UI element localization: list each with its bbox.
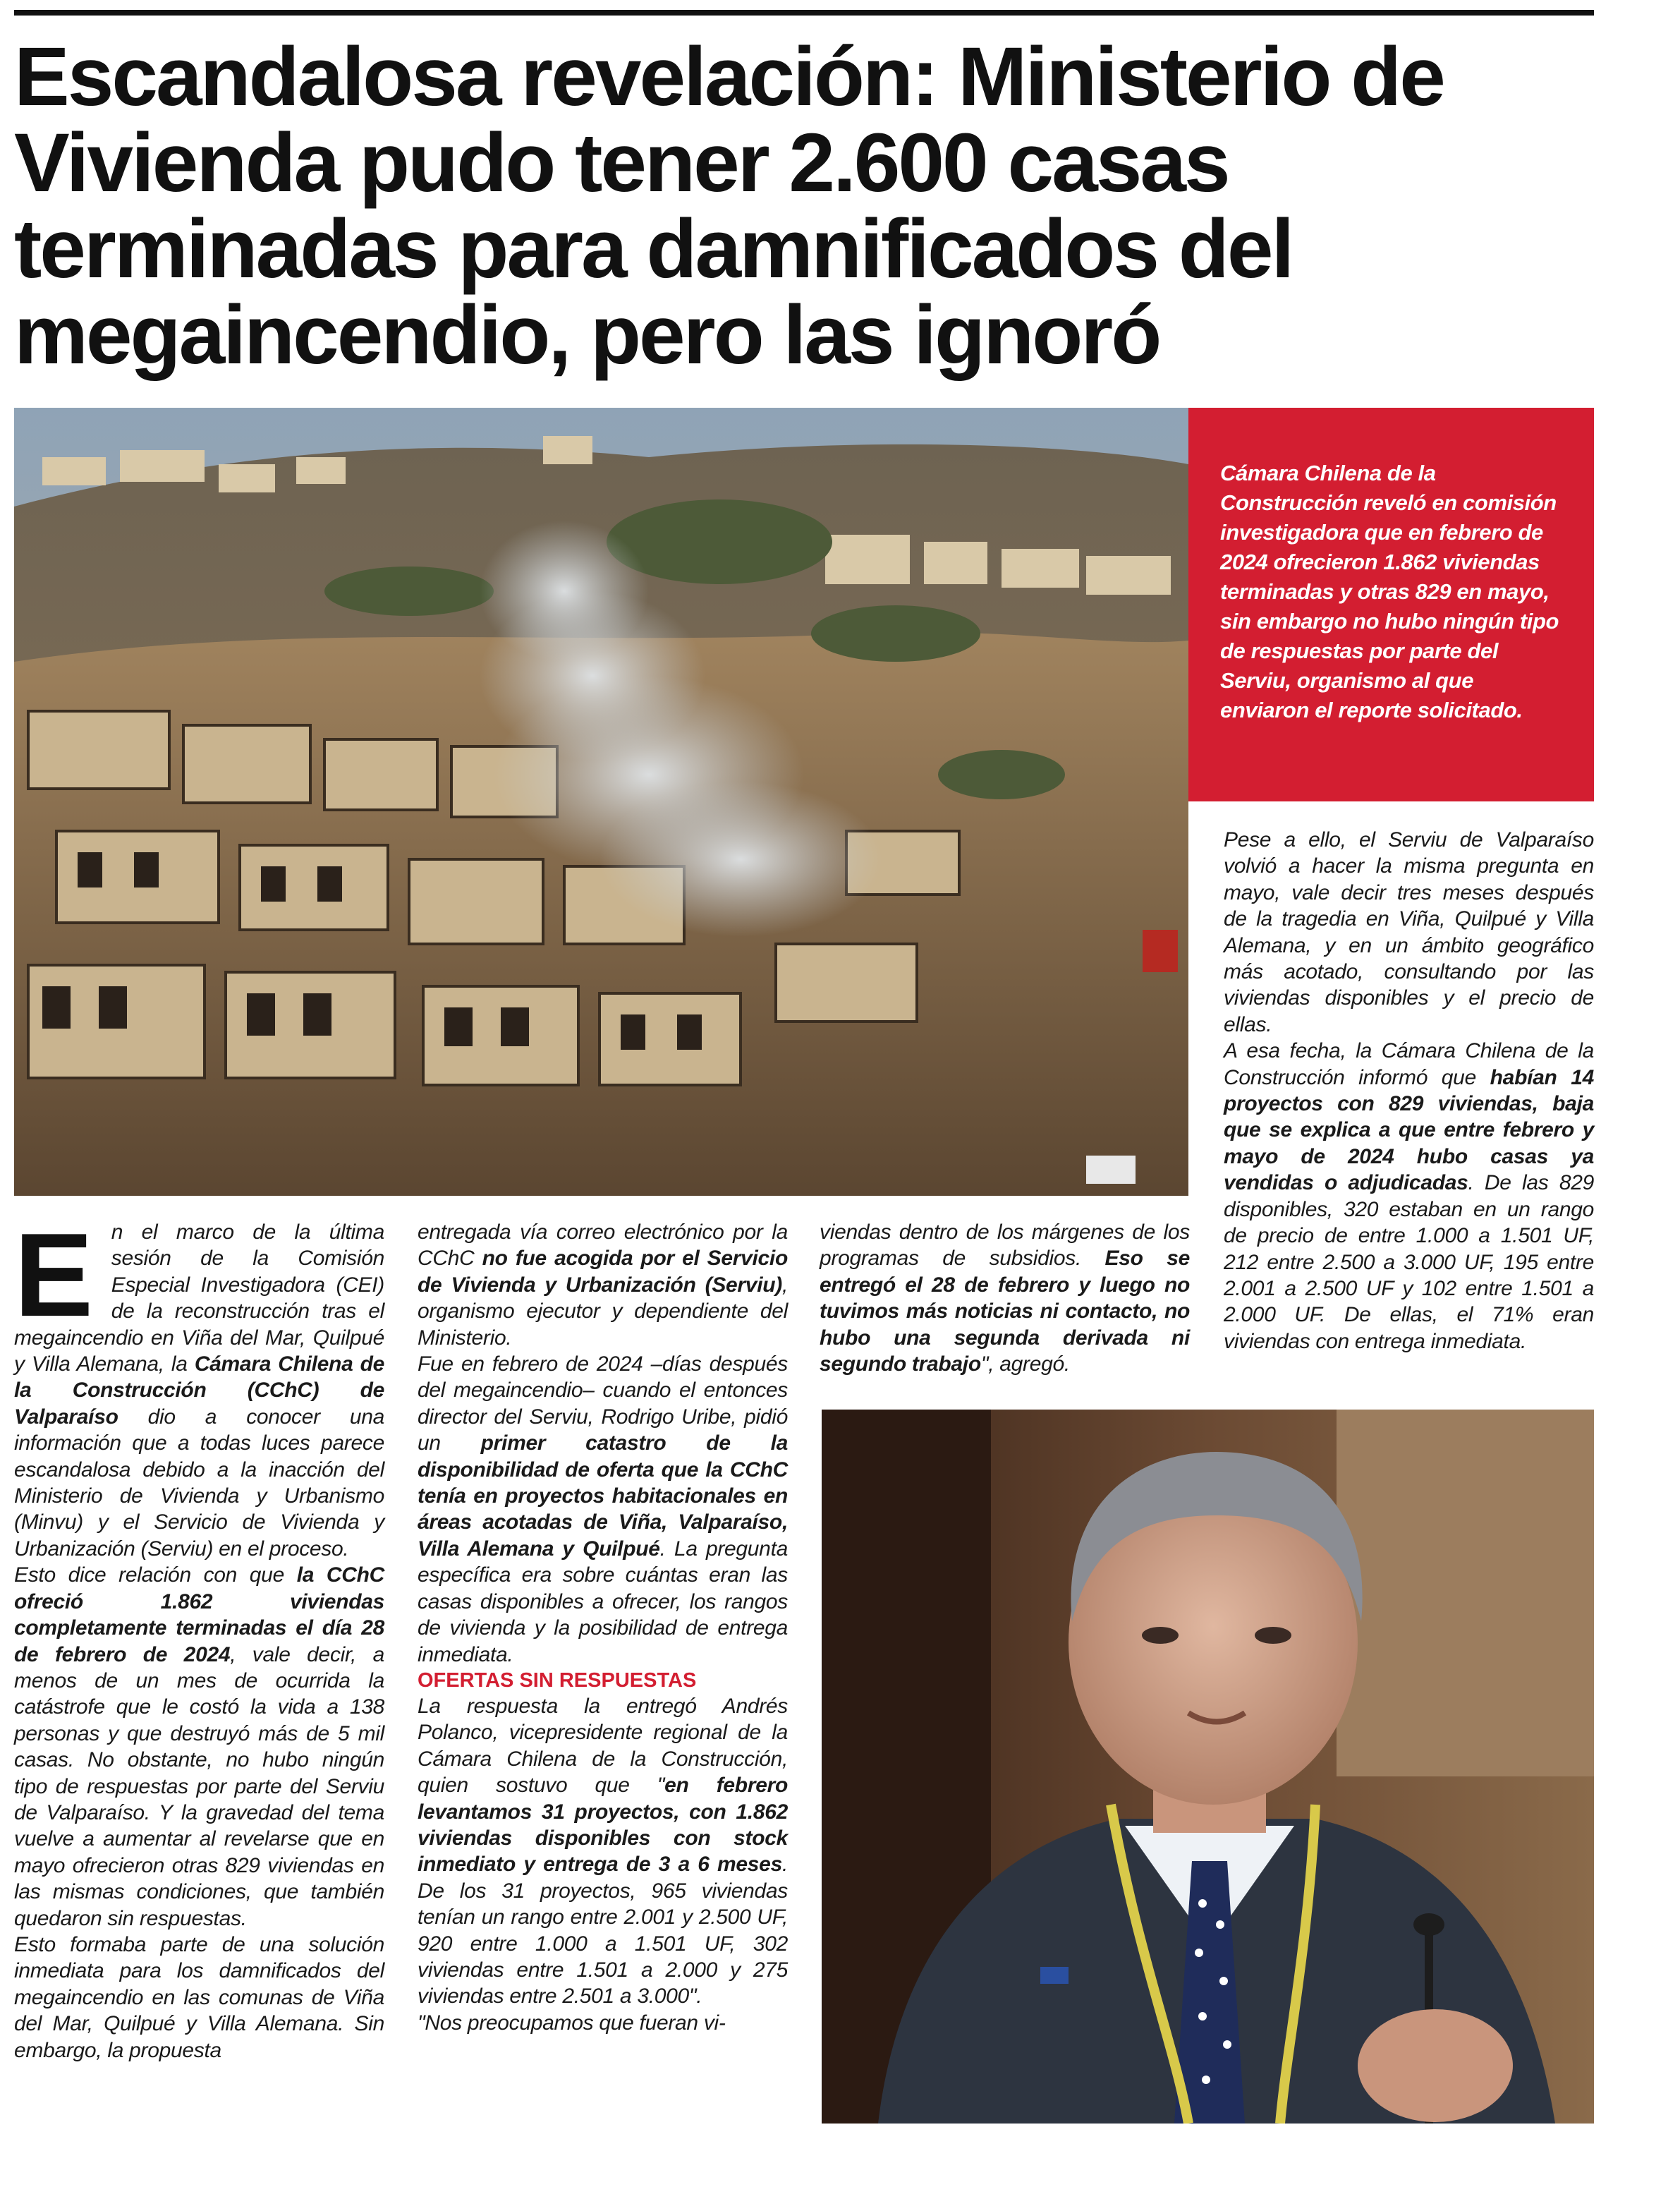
col2-paragraph-1: entregada vía correo electrónico por la CChC no fue acogida por el Servicio de Vivienda y Urbanización (Serviu), organismo ejecutor y dependiente del Ministerio. [418, 1220, 788, 1350]
col1-paragraph-1: En el marco de la última sesión de la Comisión Especial Investigadora (CEI) de la reconstrucción tras el megaincendio en Viña del Mar, Quilpué y Villa Alemana, la Cámara Chilena de la Construcción (CChC) de Valparaíso dio a conocer una información que a todas luces parece escandalosa debido a la inacción del Ministerio de Vivienda y Urbanismo (Minvu) y el Servicio de Vivienda y Urbanización (Serviu) en el proceso. [14, 1208, 384, 1561]
col2-paragraph-4: "Nos preocupamos que fueran vi- [418, 2011, 726, 2035]
drop-cap: E [14, 1208, 93, 1341]
col1-paragraph-2: Esto dice relación con que la CChC ofreció 1.862 viviendas completamente terminadas el día 28 de febrero de 2024, vale decir, a menos de un mes de ocurrida la catástrofe que le costó la vida a 138 personas y que destruyó más de 5 mil casas. No obstante, no hubo ningún tipo de respuestas por parte del Serviu de Valparaíso. Y la gravedad del tema vuelve a aumentar al revelarse que en mayo ofrecieron otras 829 viviendas en las mismas condiciones, que también quedaron sin respuestas. [14, 1563, 384, 1930]
wildfire-photo [14, 408, 1188, 1196]
col2-paragraph-3: La respuesta la entregó Andrés Polanco, vicepresidente regional de la Cámara Chilena de la Construcción, quien sostuvo que "en febrero levantamos 31 proyectos, con 1.862 viviendas disponibles con stock inmediato y entrega de 3 a 6 meses. De los 31 proyectos, 965 viviendas tenían un rango entre 2.001 y 2.500 UF, 920 entre 1.000 a 1.501 UF, 302 viviendas entre 1.501 a 2.000 y 275 viviendas entre 2.501 a 3.000". [418, 1694, 788, 2009]
col1-paragraph-3: Esto formaba parte de una solución inmediata para los damnificados del megaincendio en las comunas de Viña del Mar, Quilpué y Villa Alemana. Sin embargo, la propuesta [14, 1932, 384, 2062]
column-3 [820, 1219, 1190, 1377]
top-rule [14, 10, 1594, 16]
subheading: OFERTAS SIN RESPUESTAS [418, 1668, 697, 1692]
column-1 [14, 1208, 384, 2064]
col4-paragraph-2: A esa fecha, la Cámara Chilena de la Construcción informó que habían 14 proyectos con 829 viviendas, baja que se explica a que entre febrero y mayo de 2024 hubo casas ya vendidas o adjudicadas. De las 829 disponibles, 320 estaban en un rango de precio de entre 1.000 a 1.501 UF, 212 entre 2.500 a 3.000 UF, 195 entre 2.001 a 2.500 UF y 102 entre 1.501 a 2.000 UF. De ellas, el 71% eran viviendas con entrega inmediata. [1224, 1039, 1595, 1353]
col3-paragraph-1: viendas dentro de los márgenes de los programas de subsidios. Eso se entregó el 28 de febrero y luego no tuvimos más noticias ni contacto, no hubo una segunda derivada ni segundo trabajo", agregó. [820, 1220, 1190, 1376]
speaker-photo [822, 1410, 1594, 2124]
column-2 [418, 1219, 788, 2036]
col2-paragraph-2: Fue en febrero de 2024 –días después del megaincendio– cuando el entonces director del Serviu, Rodrigo Uribe, pidió un primer catastro de la disponibilidad de oferta que la CChC tenía en proyectos habitacionales en áreas acotadas de Viña, Valparaíso, Villa Alemana y Quilpué. La pregunta específica era sobre cuántas eran las casas disponibles a ofrecer, los rangos de vivienda y la posibilidad de entrega inmediata. [418, 1352, 788, 1666]
column-right-top [1224, 827, 1594, 1355]
highlight-callout: Cámara Chilena de la Construcción reveló en comisión investigadora que en febrero de 2024 ofrecieron 1.862 viviendas terminadas y otras 829 en mayo, sin embargo no hubo ningún tipo de respuestas por parte del Serviu, organismo al que enviaron el reporte solicitado. [1188, 408, 1594, 801]
col4-paragraph-1: Pese a ello, el Serviu de Valparaíso volvió a hacer la misma pregunta en mayo, vale decir tres meses después de la tragedia en Viña, Quilpué y Villa Alemana, y en un ámbito geográfico más acotado, consultando por las viviendas disponibles y el precio de ellas. [1224, 828, 1594, 1036]
headline: Escandalosa revelación: Ministerio de Vivienda pudo tener 2.600 casas terminadas para damnificados del megaincendio, pero las ignoró [14, 30, 1444, 382]
